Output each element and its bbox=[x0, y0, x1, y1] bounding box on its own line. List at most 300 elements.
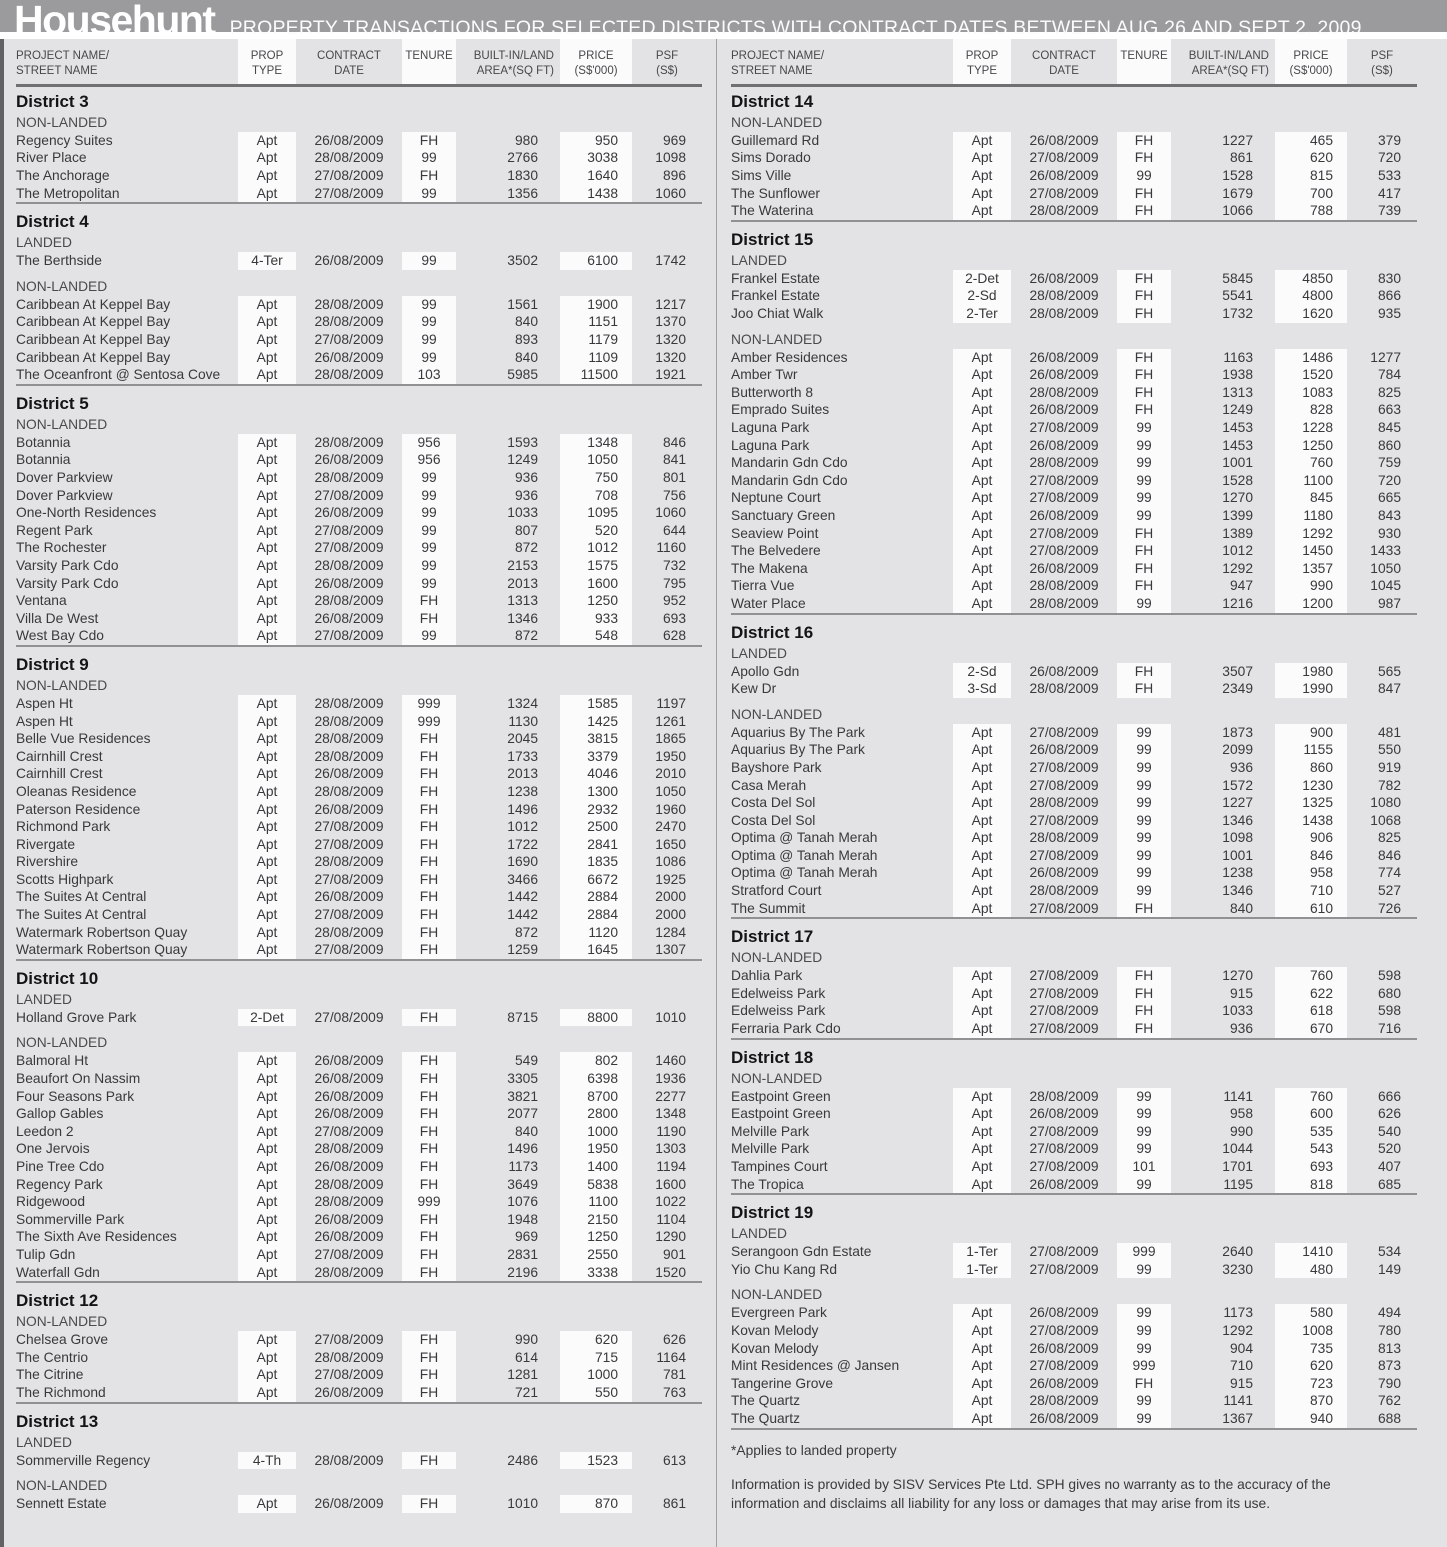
cell-prop-type: Apt bbox=[971, 525, 993, 541]
cell-built-in-land-area: 990 bbox=[514, 1332, 538, 1348]
cell-contract-date: 27/08/2009 bbox=[1029, 1141, 1099, 1157]
table-row bbox=[16, 167, 702, 185]
cell-built-in-land-area: 1066 bbox=[1222, 203, 1253, 219]
cell-tenure: 999 bbox=[417, 713, 441, 729]
cell-prop-type: Apt bbox=[256, 314, 278, 330]
cell-built-in-land-area: 1948 bbox=[507, 1211, 538, 1227]
cell-price: 5838 bbox=[587, 1176, 618, 1192]
group-label: NON-LANDED bbox=[731, 1070, 823, 1086]
group-label-row bbox=[731, 323, 1417, 349]
cell-psf: 598 bbox=[1377, 1003, 1401, 1019]
title-bar-content bbox=[14, 0, 1362, 44]
cell-built-in-land-area: 1346 bbox=[1222, 812, 1253, 828]
cell-price: 1095 bbox=[587, 505, 618, 521]
col-header-line1: PROP bbox=[965, 50, 999, 62]
cell-prop-type: Apt bbox=[971, 742, 993, 758]
cell-contract-date: 28/08/2009 bbox=[314, 150, 384, 166]
cell-project-name: The Oceanfront @ Sentosa Cove bbox=[16, 367, 221, 383]
cell-price: 1228 bbox=[1302, 420, 1333, 435]
cell-built-in-land-area: 1012 bbox=[507, 819, 538, 835]
cell-built-in-land-area: 1238 bbox=[507, 783, 538, 799]
table-row bbox=[16, 1366, 702, 1384]
table-row bbox=[731, 1340, 1417, 1358]
cell-prop-type: 2-Sd bbox=[967, 663, 997, 679]
cell-built-in-land-area: 1453 bbox=[1222, 437, 1253, 453]
cell-psf: 693 bbox=[662, 610, 686, 626]
cell-built-in-land-area: 1938 bbox=[1222, 367, 1253, 383]
table-row bbox=[16, 1009, 702, 1027]
table-row bbox=[16, 836, 702, 854]
district-title: District 18 bbox=[731, 1039, 1417, 1070]
cell-project-name: Varsity Park Cdo bbox=[16, 557, 119, 573]
group-label-row bbox=[731, 252, 1417, 270]
group-label: NON-LANDED bbox=[16, 416, 108, 432]
cell-project-name: Emprado Suites bbox=[731, 402, 830, 418]
cell-built-in-land-area: 1442 bbox=[507, 889, 538, 905]
cell-built-in-land-area: 872 bbox=[514, 540, 538, 556]
cell-tenure: 99 bbox=[421, 185, 437, 201]
group-label-row bbox=[16, 114, 702, 132]
cell-price: 4046 bbox=[587, 766, 618, 782]
cell-psf: 1307 bbox=[655, 942, 686, 958]
table-row bbox=[731, 287, 1417, 305]
cell-tenure: FH bbox=[419, 924, 439, 940]
col-header-built-in-land-area bbox=[456, 39, 560, 85]
cell-tenure: 99 bbox=[421, 470, 437, 485]
cell-project-name: Pine Tree Cdo bbox=[16, 1159, 105, 1174]
cell-built-in-land-area: 3502 bbox=[507, 253, 538, 269]
cell-price: 1900 bbox=[587, 296, 618, 312]
cell-price: 550 bbox=[594, 1384, 618, 1400]
cell-tenure: FH bbox=[1134, 985, 1154, 1001]
cell-contract-date: 27/08/2009 bbox=[314, 942, 384, 958]
table-row bbox=[731, 1261, 1417, 1279]
cell-price: 1230 bbox=[1302, 777, 1333, 793]
cell-contract-date: 27/08/2009 bbox=[1029, 1021, 1099, 1037]
cell-price: 815 bbox=[1309, 168, 1333, 184]
cell-tenure: 999 bbox=[417, 695, 441, 711]
cell-tenure: FH bbox=[419, 731, 439, 747]
cell-built-in-land-area: 1528 bbox=[1222, 472, 1253, 488]
cell-contract-date: 28/08/2009 bbox=[314, 1194, 384, 1210]
cell-contract-date: 26/08/2009 bbox=[314, 1053, 384, 1069]
cell-project-name: Yio Chu Kang Rd bbox=[731, 1261, 838, 1277]
table-row bbox=[16, 504, 702, 522]
cell-built-in-land-area: 2045 bbox=[507, 731, 538, 747]
table-row bbox=[731, 794, 1417, 812]
cell-built-in-land-area: 1356 bbox=[507, 185, 538, 201]
cell-project-name: Varsity Park Cdo bbox=[16, 575, 119, 591]
cell-psf: 680 bbox=[1377, 985, 1401, 1001]
cell-project-name: Tampines Court bbox=[731, 1159, 828, 1174]
cell-psf: 790 bbox=[1377, 1375, 1401, 1391]
district-title-row bbox=[16, 646, 702, 677]
cell-project-name: Balmoral Ht bbox=[16, 1053, 89, 1069]
table-row bbox=[16, 296, 702, 314]
col-header-line1: PROJECT NAME/ bbox=[731, 50, 825, 62]
cell-built-in-land-area: 1281 bbox=[507, 1367, 538, 1383]
cell-prop-type: Apt bbox=[256, 1496, 278, 1512]
cell-contract-date: 27/08/2009 bbox=[314, 332, 384, 348]
group-label: NON-LANDED bbox=[16, 677, 108, 693]
col-header-line1: PRICE bbox=[1293, 50, 1329, 62]
group-label-row bbox=[731, 1070, 1417, 1088]
cell-prop-type: Apt bbox=[971, 132, 993, 148]
cell-tenure: FH bbox=[419, 1452, 439, 1468]
cell-prop-type: Apt bbox=[256, 1194, 278, 1210]
group-label-row bbox=[731, 645, 1417, 663]
cell-built-in-land-area: 990 bbox=[1229, 1123, 1253, 1139]
cell-contract-date: 26/08/2009 bbox=[314, 1088, 384, 1104]
cell-price: 1835 bbox=[587, 854, 618, 870]
district-title: District 19 bbox=[731, 1194, 1417, 1225]
cell-contract-date: 26/08/2009 bbox=[314, 452, 384, 468]
cell-built-in-land-area: 969 bbox=[514, 1229, 538, 1245]
cell-prop-type: Apt bbox=[256, 575, 278, 591]
table-row bbox=[16, 1193, 702, 1211]
cell-prop-type: Apt bbox=[971, 1410, 993, 1426]
cell-psf: 1936 bbox=[655, 1071, 686, 1087]
col-header-line1: BUILT-IN/LAND bbox=[473, 50, 554, 62]
group-label-row bbox=[731, 1278, 1417, 1304]
table-row bbox=[16, 610, 702, 628]
cell-built-in-land-area: 1399 bbox=[1222, 507, 1253, 523]
group-label-row bbox=[16, 234, 702, 252]
cell-built-in-land-area: 872 bbox=[514, 628, 538, 644]
cell-price: 1325 bbox=[1302, 795, 1333, 811]
table-row bbox=[731, 132, 1417, 150]
cell-price: 1151 bbox=[588, 314, 618, 330]
cell-psf: 969 bbox=[662, 132, 686, 148]
cell-psf: 417 bbox=[1377, 185, 1401, 201]
cell-contract-date: 26/08/2009 bbox=[314, 1106, 384, 1122]
cell-prop-type: Apt bbox=[971, 1340, 993, 1356]
col-header-line2: (S$) bbox=[1371, 64, 1393, 77]
table-row bbox=[731, 1123, 1417, 1141]
table-row bbox=[731, 454, 1417, 472]
table-row bbox=[16, 1105, 702, 1123]
cell-price: 11500 bbox=[580, 367, 618, 383]
cell-project-name: Regency Suites bbox=[16, 132, 113, 148]
cell-project-name: Sims Dorado bbox=[731, 150, 811, 166]
table-row bbox=[731, 149, 1417, 167]
cell-project-name: Ventana bbox=[16, 593, 67, 609]
cell-contract-date: 27/08/2009 bbox=[1029, 150, 1099, 166]
cell-built-in-land-area: 936 bbox=[1229, 1021, 1253, 1037]
cell-built-in-land-area: 840 bbox=[514, 314, 538, 330]
cell-prop-type: Apt bbox=[971, 1159, 993, 1174]
cell-built-in-land-area: 936 bbox=[514, 470, 538, 485]
group-label: NON-LANDED bbox=[731, 950, 823, 966]
cell-psf: 534 bbox=[1377, 1244, 1401, 1260]
table-row bbox=[731, 305, 1417, 323]
left-table-slot bbox=[16, 39, 716, 1513]
property-table-right bbox=[731, 39, 1417, 1430]
cell-price: 670 bbox=[1309, 1021, 1333, 1037]
cell-prop-type: Apt bbox=[971, 595, 993, 611]
district-district-13 bbox=[16, 1403, 702, 1513]
cell-tenure: 99 bbox=[1136, 883, 1152, 899]
cell-project-name: Costa Del Sol bbox=[731, 812, 816, 828]
cell-price: 2550 bbox=[587, 1246, 618, 1262]
cell-built-in-land-area: 2766 bbox=[507, 150, 538, 166]
cell-prop-type: Apt bbox=[256, 907, 278, 923]
cell-project-name: Aquarius By The Park bbox=[731, 724, 865, 740]
table-row bbox=[16, 1452, 702, 1470]
cell-contract-date: 28/08/2009 bbox=[1029, 288, 1099, 304]
table-row bbox=[731, 1002, 1417, 1020]
cell-prop-type: Apt bbox=[256, 1141, 278, 1157]
cell-built-in-land-area: 2640 bbox=[1222, 1244, 1253, 1260]
cell-project-name: The Tropica bbox=[731, 1176, 804, 1192]
cell-built-in-land-area: 807 bbox=[514, 522, 538, 538]
cell-project-name: Eastpoint Green bbox=[731, 1088, 831, 1104]
cell-psf: 1460 bbox=[655, 1053, 686, 1069]
cell-price: 1640 bbox=[587, 168, 618, 184]
cell-built-in-land-area: 721 bbox=[514, 1384, 538, 1400]
cell-tenure: FH bbox=[419, 801, 439, 817]
cell-contract-date: 27/08/2009 bbox=[1029, 490, 1099, 506]
table-row bbox=[16, 185, 702, 204]
cell-psf: 846 bbox=[1377, 847, 1401, 863]
cell-psf: 1921 bbox=[655, 367, 686, 383]
table-row bbox=[16, 1088, 702, 1106]
table-row bbox=[731, 1410, 1417, 1429]
cell-project-name: Sanctuary Green bbox=[731, 507, 836, 523]
cell-tenure: FH bbox=[1134, 525, 1154, 541]
table-row bbox=[16, 1264, 702, 1283]
district-title-row bbox=[731, 1194, 1417, 1225]
cell-prop-type: Apt bbox=[971, 1322, 993, 1338]
col-header-line1: TENURE bbox=[1120, 50, 1168, 62]
cell-contract-date: 28/08/2009 bbox=[1029, 384, 1099, 400]
col-header-tenure bbox=[402, 39, 456, 85]
table-row bbox=[731, 270, 1417, 288]
cell-prop-type: Apt bbox=[971, 455, 993, 471]
column-header-row bbox=[731, 39, 1417, 85]
table-row bbox=[731, 663, 1417, 681]
table-row bbox=[731, 1176, 1417, 1195]
cell-price: 1990 bbox=[1302, 681, 1333, 697]
district-district-19 bbox=[731, 1194, 1417, 1428]
cell-built-in-land-area: 3649 bbox=[507, 1176, 538, 1192]
cell-built-in-land-area: 915 bbox=[1229, 1375, 1253, 1391]
cell-psf: 626 bbox=[1377, 1106, 1401, 1122]
district-district-3 bbox=[16, 85, 702, 203]
cell-project-name: Laguna Park bbox=[731, 420, 810, 435]
district-district-16 bbox=[731, 614, 1417, 919]
cell-project-name: Caribbean At Keppel Bay bbox=[16, 349, 171, 365]
cell-contract-date: 26/08/2009 bbox=[1029, 132, 1099, 148]
cell-prop-type: Apt bbox=[256, 1246, 278, 1262]
cell-project-name: Paterson Residence bbox=[16, 801, 141, 817]
cell-price: 610 bbox=[1309, 900, 1333, 916]
cell-contract-date: 27/08/2009 bbox=[314, 540, 384, 556]
district-title: District 9 bbox=[16, 646, 702, 677]
cell-built-in-land-area: 1141 bbox=[1223, 1088, 1253, 1104]
cell-prop-type: Apt bbox=[256, 470, 278, 485]
cell-price: 710 bbox=[1309, 883, 1333, 899]
cell-project-name: Four Seasons Park bbox=[16, 1088, 135, 1104]
col-header-line2: TYPE bbox=[251, 64, 283, 77]
cell-psf: 1104 bbox=[656, 1211, 686, 1227]
cell-project-name: Waterfall Gdn bbox=[16, 1264, 100, 1280]
cell-tenure: FH bbox=[419, 942, 439, 958]
cell-built-in-land-area: 5985 bbox=[507, 367, 538, 383]
cell-project-name: West Bay Cdo bbox=[16, 628, 104, 644]
cell-prop-type: Apt bbox=[256, 610, 278, 626]
cell-contract-date: 26/08/2009 bbox=[314, 889, 384, 905]
cell-tenure: 99 bbox=[421, 150, 437, 166]
cell-psf: 784 bbox=[1377, 367, 1401, 383]
cell-project-name: Ferraria Park Cdo bbox=[731, 1021, 841, 1037]
cell-contract-date: 27/08/2009 bbox=[314, 1367, 384, 1383]
cell-prop-type: Apt bbox=[256, 1229, 278, 1245]
cell-project-name: Chelsea Grove bbox=[16, 1332, 109, 1348]
table-row bbox=[16, 469, 702, 487]
cell-contract-date: 26/08/2009 bbox=[1029, 1106, 1099, 1122]
cell-project-name: Melville Park bbox=[731, 1123, 810, 1139]
table-row bbox=[731, 1158, 1417, 1176]
cell-price: 6100 bbox=[587, 253, 618, 269]
cell-psf: 987 bbox=[1377, 595, 1401, 611]
cell-built-in-land-area: 1249 bbox=[1222, 402, 1253, 418]
cell-contract-date: 27/08/2009 bbox=[1029, 1358, 1099, 1374]
cell-tenure: FH bbox=[1134, 367, 1154, 383]
cell-built-in-land-area: 840 bbox=[1229, 900, 1253, 916]
cell-project-name: The Waterina bbox=[731, 203, 814, 219]
cell-psf: 626 bbox=[662, 1332, 686, 1348]
cell-contract-date: 26/08/2009 bbox=[1029, 1176, 1099, 1192]
cell-project-name: Mandarin Gdn Cdo bbox=[731, 455, 848, 471]
cell-tenure: 99 bbox=[1136, 455, 1152, 471]
cell-psf: 843 bbox=[1377, 507, 1401, 523]
cell-price: 1179 bbox=[588, 332, 618, 348]
table-row bbox=[16, 924, 702, 942]
cell-contract-date: 27/08/2009 bbox=[314, 487, 384, 503]
cell-project-name: The Quartz bbox=[731, 1393, 801, 1409]
table-row bbox=[731, 384, 1417, 402]
cell-project-name: Sennett Estate bbox=[16, 1496, 107, 1512]
cell-psf: 685 bbox=[1377, 1176, 1401, 1192]
table-row bbox=[731, 202, 1417, 221]
cell-psf: 780 bbox=[1377, 1322, 1401, 1338]
cell-price: 8700 bbox=[587, 1088, 618, 1104]
district-title: District 12 bbox=[16, 1282, 702, 1313]
cell-prop-type: Apt bbox=[256, 1211, 278, 1227]
cell-tenure: FH bbox=[419, 1367, 439, 1383]
cell-contract-date: 26/08/2009 bbox=[314, 1159, 384, 1174]
cell-price: 860 bbox=[1309, 759, 1333, 775]
table-row bbox=[731, 741, 1417, 759]
cell-prop-type: Apt bbox=[971, 724, 993, 740]
district-district-12 bbox=[16, 1282, 702, 1402]
col-header-project-name bbox=[731, 39, 953, 85]
cell-built-in-land-area: 1722 bbox=[507, 836, 538, 852]
cell-prop-type: Apt bbox=[256, 434, 278, 450]
cell-built-in-land-area: 1389 bbox=[1222, 525, 1253, 541]
table-row bbox=[731, 401, 1417, 419]
cell-project-name: The Sunflower bbox=[731, 185, 820, 201]
cell-contract-date: 26/08/2009 bbox=[1029, 507, 1099, 523]
cell-contract-date: 27/08/2009 bbox=[314, 1246, 384, 1262]
cell-built-in-land-area: 1098 bbox=[1222, 830, 1253, 846]
table-row bbox=[731, 967, 1417, 985]
cell-psf: 1742 bbox=[655, 253, 686, 269]
cell-tenure: 999 bbox=[1132, 1244, 1156, 1260]
cell-project-name: Optima @ Tanah Merah bbox=[731, 830, 878, 846]
cell-contract-date: 26/08/2009 bbox=[1029, 865, 1099, 881]
cell-tenure: FH bbox=[1134, 150, 1154, 166]
cell-tenure: FH bbox=[419, 1384, 439, 1400]
cell-project-name: Eastpoint Green bbox=[731, 1106, 831, 1122]
cell-price: 622 bbox=[1309, 985, 1333, 1001]
cell-price: 735 bbox=[1309, 1340, 1333, 1356]
cell-price: 990 bbox=[1309, 578, 1333, 594]
cell-contract-date: 28/08/2009 bbox=[314, 695, 384, 711]
cell-price: 1120 bbox=[588, 924, 618, 940]
cell-price: 620 bbox=[1309, 1358, 1333, 1374]
cell-built-in-land-area: 1442 bbox=[507, 907, 538, 923]
cell-psf: 644 bbox=[662, 522, 686, 538]
cell-prop-type: Apt bbox=[256, 1367, 278, 1383]
cell-price: 1486 bbox=[1302, 349, 1333, 365]
cell-psf: 781 bbox=[662, 1367, 686, 1383]
cell-project-name: Rivergate bbox=[16, 836, 76, 852]
table-row bbox=[16, 730, 702, 748]
cell-built-in-land-area: 1324 bbox=[507, 695, 538, 711]
cell-price: 3038 bbox=[587, 150, 618, 166]
cell-built-in-land-area: 1259 bbox=[507, 942, 538, 958]
cell-contract-date: 27/08/2009 bbox=[1029, 1159, 1099, 1174]
col-header-line2: DATE bbox=[334, 64, 364, 77]
cell-prop-type: Apt bbox=[256, 557, 278, 573]
cell-price: 3338 bbox=[587, 1264, 618, 1280]
page-title: Househunt bbox=[14, 0, 215, 43]
cell-psf: 1010 bbox=[655, 1009, 686, 1025]
cell-contract-date: 26/08/2009 bbox=[314, 610, 384, 626]
table-row bbox=[16, 941, 702, 960]
cell-prop-type: Apt bbox=[256, 1384, 278, 1400]
cell-psf: 1080 bbox=[1370, 795, 1401, 811]
cell-project-name: Cairnhill Crest bbox=[16, 748, 103, 764]
table-row bbox=[731, 167, 1417, 185]
cell-tenure: FH bbox=[1134, 681, 1154, 697]
cell-price: 580 bbox=[1309, 1305, 1333, 1321]
cell-project-name: Sommerville Park bbox=[16, 1211, 125, 1227]
cell-project-name: Cairnhill Crest bbox=[16, 766, 103, 782]
table-row bbox=[16, 1246, 702, 1264]
cell-built-in-land-area: 1033 bbox=[507, 505, 538, 521]
cell-tenure: FH bbox=[1134, 203, 1154, 219]
cell-psf: 1022 bbox=[655, 1194, 686, 1210]
cell-built-in-land-area: 5845 bbox=[1222, 270, 1253, 286]
cell-contract-date: 26/08/2009 bbox=[1029, 270, 1099, 286]
cell-tenure: 99 bbox=[421, 296, 437, 312]
cell-price: 1012 bbox=[587, 540, 618, 556]
cell-tenure: FH bbox=[1134, 900, 1154, 916]
cell-project-name: Aquarius By The Park bbox=[731, 742, 865, 758]
cell-price: 870 bbox=[594, 1496, 618, 1512]
cell-price: 1438 bbox=[1302, 812, 1333, 828]
cell-psf: 1520 bbox=[655, 1264, 686, 1280]
table-row bbox=[731, 507, 1417, 525]
cell-prop-type: 1-Ter bbox=[966, 1261, 998, 1277]
cell-built-in-land-area: 1130 bbox=[508, 713, 538, 729]
cell-tenure: FH bbox=[1134, 1003, 1154, 1019]
cell-price: 548 bbox=[594, 628, 618, 644]
cell-contract-date: 27/08/2009 bbox=[1029, 1123, 1099, 1139]
